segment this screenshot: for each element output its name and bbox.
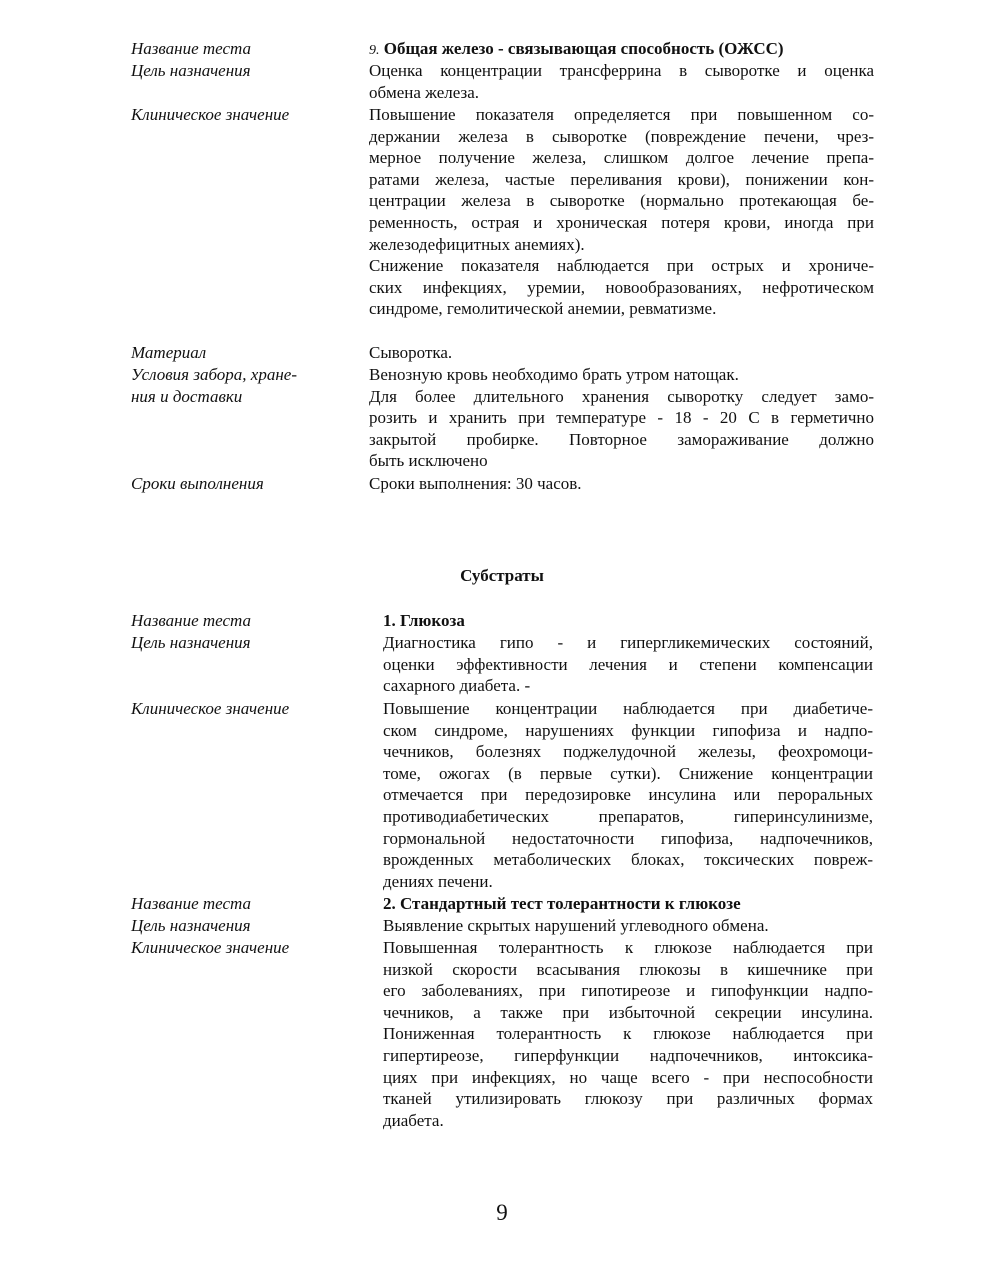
text-line: обмена железа. <box>369 82 479 102</box>
text-line: ратами железа, частые переливания крови), понижении кон- <box>369 169 874 189</box>
text-line: его заболеваниях, при гипотиреозе и гипофункции надпо- <box>383 981 873 1001</box>
purpose-label: Цель назначения <box>131 633 251 652</box>
clinical-significance-text <box>383 698 873 892</box>
turnaround-label: Сроки выполнения <box>131 474 264 493</box>
text-line: циях при инфекциях, но чаще всего - при неспособности <box>383 1067 873 1087</box>
test-title-text: Общая железо - связывающая способность (ОЖСС) <box>383 39 784 58</box>
text-line: Повышенная толерантность к глюкозе наблюдается при <box>383 938 873 957</box>
page-number: 9 <box>496 1200 508 1225</box>
purpose-text <box>383 915 873 937</box>
text-line: закрытой пробирке. Повторное замораживание должно <box>369 429 874 449</box>
text-line: сахарного диабета. - <box>383 676 531 696</box>
test-title-block <box>383 893 873 915</box>
text-line: ременность, острая и хроническая потеря крови, иногда при <box>369 212 874 232</box>
text-line: ских инфекциях, уремии, новообразованиях, нефротическом <box>369 277 874 297</box>
text-line: Повышение концентрации наблюдается при диабетиче- <box>383 699 873 718</box>
text-line: противодиабетических препаратов, гиперинсулинизме, <box>383 806 873 826</box>
purpose-text <box>383 632 873 697</box>
text-line: чечников, а также при избыточной секреции инсулина. <box>383 1002 873 1022</box>
text-line: быть исключено <box>369 451 488 471</box>
text-line: гипертиреозе, гиперфункции надпочечников, интоксика- <box>383 1045 873 1065</box>
text-line: Сроки выполнения: 30 часов. <box>369 474 582 493</box>
text-line: оценки эффективности лечения и степени компенсации <box>383 654 873 674</box>
text-line: Для более длительного хранения сыворотку следует замо- <box>369 386 874 406</box>
text-line: Диагностика гипо - и гипергликемических состояний, <box>383 633 873 652</box>
text-line: гормональной недостаточности гипофиза, надпочечников, <box>383 828 873 848</box>
text-line: Оценка концентрации трансферрина в сыворотке и оценка <box>369 61 874 80</box>
test-title: 1. Глюкоза <box>383 611 465 630</box>
text-line: Пониженная толерантность к глюкозе наблюдается при <box>383 1024 873 1044</box>
clinical-significance-label: Клиническое значение <box>131 105 290 124</box>
test-name-label: Название теста <box>131 894 252 913</box>
test-name-label: Название теста <box>131 39 252 58</box>
material-label: Материал <box>131 343 207 362</box>
section-heading: Субстраты <box>460 566 544 585</box>
turnaround-text <box>369 473 874 495</box>
test-title-block <box>383 610 873 632</box>
purpose-label: Цель назначения <box>131 916 251 935</box>
text-line: ском синдроме, нарушениях функции гипофиза и надпо- <box>383 720 873 740</box>
text-line: врожденных метаболических блоках, токсических повреж- <box>383 850 873 870</box>
test-number: 9. <box>369 43 380 58</box>
clinical-significance-label: Клиническое значение <box>131 938 290 957</box>
text-line: Выявление скрытых нарушений углеводного обмена. <box>383 916 769 935</box>
text-line: Снижение показателя наблюдается при острых и хрониче- <box>369 256 874 276</box>
test-title-block <box>369 38 874 62</box>
material-text <box>369 342 874 364</box>
text-line: дениях печени. <box>383 871 493 891</box>
text-line: отмечается при передозировке инсулина или пероральных <box>383 785 873 805</box>
clinical-significance-text <box>369 104 874 320</box>
test-name-label: Название теста <box>131 611 252 630</box>
text-line: диабета. <box>383 1110 444 1130</box>
text-line: тканей утилизировать глюкозу при различных формах <box>383 1089 873 1109</box>
clinical-significance-label: Клиническое значение <box>131 699 290 718</box>
purpose-label: Цель назначения <box>131 61 251 80</box>
text-line: держании железа в сыворотке (повреждение печени, чрез- <box>369 126 874 146</box>
collection-conditions-label: Условия забора, хране- <box>131 365 297 384</box>
text-line: розить и хранить при температуре - 18 - 20 С в герметично <box>369 408 874 428</box>
test-title: 2. Стандартный тест толерантности к глюкозе <box>383 894 741 913</box>
collection-conditions-label-cont: ния и доставки <box>131 387 243 406</box>
text-line: железодефицитных анемиях). <box>369 234 585 254</box>
text-line: центрации железа в сыворотке (нормально протекающая бе- <box>369 191 874 211</box>
text-line: Сыворотка. <box>369 343 453 362</box>
text-line: Венозную кровь необходимо брать утром натощак. <box>369 365 739 384</box>
text-line: чечников, болезнях поджелудочной железы, феохромоци- <box>383 742 873 762</box>
text-line: Повышение показателя определяется при повышенном со- <box>369 105 874 124</box>
text-line: томе, ожогах (в первые сутки). Снижение концентрации <box>383 763 873 783</box>
test-title <box>369 39 784 58</box>
text-line: мерное получение железа, слишком долгое лечение препа- <box>369 148 874 168</box>
clinical-significance-text <box>383 937 873 1131</box>
collection-conditions-text <box>369 364 874 472</box>
purpose-text <box>369 60 874 103</box>
text-line: синдроме, гемолитической анемии, ревматизме. <box>369 299 717 319</box>
text-line: низкой скорости всасывания глюкозы в кишечнике при <box>383 959 873 979</box>
